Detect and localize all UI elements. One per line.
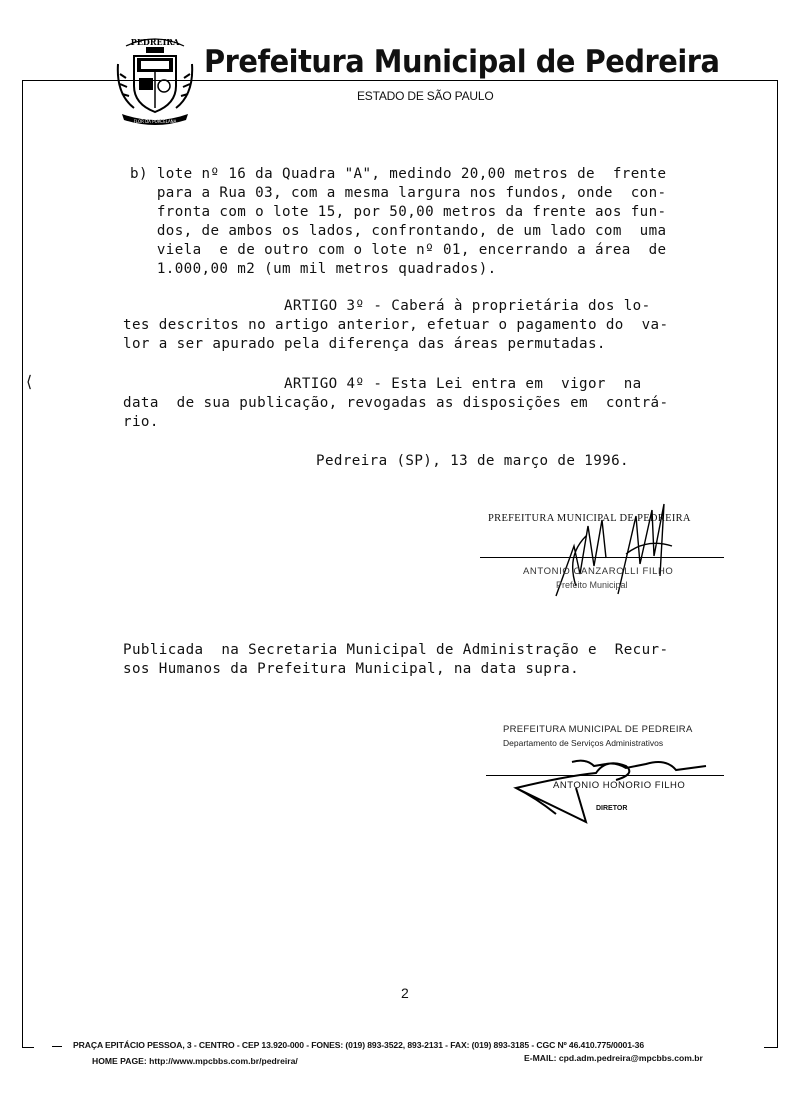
border-right-rule [777, 80, 778, 1048]
page-title: Prefeitura Municipal de Pedreira [204, 44, 720, 80]
footer-homepage-link[interactable]: HOME PAGE: http://www.mpcbbs.com.br/pedreira/ [92, 1056, 298, 1066]
signature2-department: Departamento de Serviços Administrativos [503, 738, 664, 748]
signature2-role: DIRETOR [596, 805, 628, 812]
signature2-name: ANTONIO HONORIO FILHO [553, 780, 686, 791]
signature1-line [480, 557, 724, 558]
border-left-rule [22, 80, 23, 1048]
signature1-role: Prefeito Municipal [556, 580, 628, 590]
paragraph-b-lote-16: b) lote nº 16 da Quadra "A", medindo 20,00 metros de frente para a Rua 03, com a mesma largura nos fundos, onde con- fronta com o lote 15, por 50,00 metros da frente aos fun- dos, de ambos os lados, confrontando, de um lado com uma viela e de outro com o lote nº 01, encerrando a área de 1.000,00 m2 (um mil metros quadrados). [130, 166, 667, 277]
artigo-4-paragraph: ARTIGO 4º - Esta Lei entra em vigor na data de sua publicação, revogadas as disposições em contrá- rio. [123, 376, 669, 430]
border-bottom-left-rule [22, 1047, 34, 1048]
page-number: 2 [401, 985, 409, 1001]
svg-text:PEDREIRA: PEDREIRA [130, 37, 180, 47]
footer-dash [52, 1046, 62, 1047]
artigo-3-paragraph: ARTIGO 3º - Caberá à proprietária dos lo- tes descritos no artigo anterior, efetuar o pagamento do va- lor a ser apurado pela diferença das áreas permutadas. [123, 298, 669, 352]
margin-bracket-mark: ⟨ [26, 374, 33, 391]
date-line: Pedreira (SP), 13 de março de 1996. [316, 453, 629, 469]
svg-text:FLOR DA PORCELANA: FLOR DA PORCELANA [133, 119, 177, 124]
municipal-coat-of-arms-logo [112, 34, 198, 130]
signature1-heading: PREFEITURA MUNICIPAL DE PEDREIRA [488, 513, 691, 524]
border-top-rule [22, 80, 778, 81]
signature2-line [486, 775, 724, 776]
publication-statement: Publicada na Secretaria Municipal de Administração e Recur- sos Humanos da Prefeitura Municipal, na data supra. [123, 642, 669, 677]
signature2-stamp-heading: PREFEITURA MUNICIPAL DE PEDREIRA [503, 724, 693, 735]
border-bottom-right-rule [764, 1047, 778, 1048]
footer-email-link[interactable]: E-MAIL: cpd.adm.pedreira@mpcbbs.com.br [524, 1053, 703, 1063]
signature1-name: ANTONIO CANZAROLLI FILHO [523, 566, 674, 577]
footer-address: PRAÇA EPITÁCIO PESSOA, 3 - CENTRO - CEP 13.920-000 - FONES: (019) 893-3522, 893-2131 - FAX: (019) 893-3185 - CGC Nº 46.410.775/0001-36 [73, 1040, 645, 1050]
state-subtitle: ESTADO DE SÃO PAULO [357, 89, 494, 103]
